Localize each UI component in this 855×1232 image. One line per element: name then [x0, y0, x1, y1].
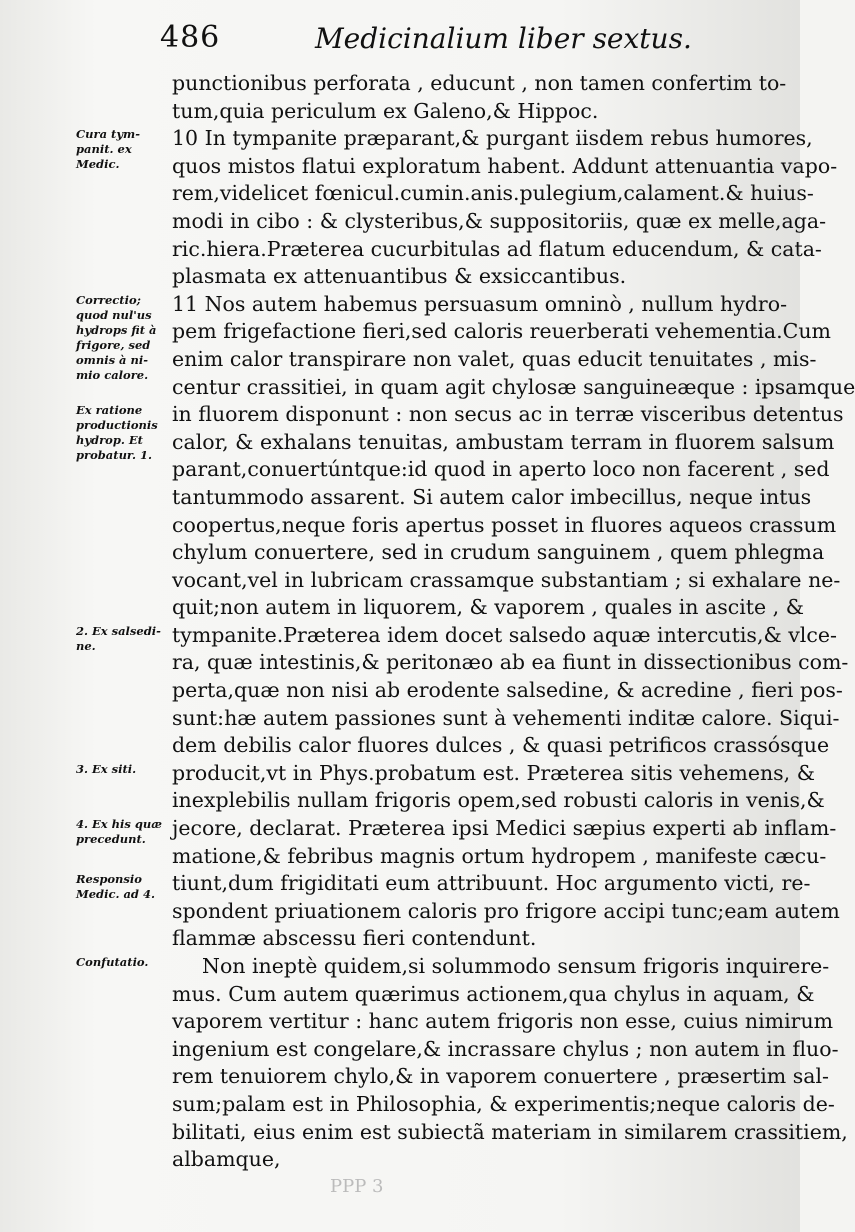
running-title: Medicinalium liber sextus.	[315, 22, 692, 55]
text-line: calor, & exhalans tenuitas, ambustam terram in fluorem salsum	[172, 429, 835, 454]
text-line: sunt:hæ autem passiones sunt à vehementi inditæ calore. Siqui-	[172, 705, 840, 730]
text-line: ingenium est congelare,& incrassare chylus ; non autem in fluo-	[172, 1036, 839, 1061]
margin-note	[76, 817, 172, 847]
text-line: modi in cibo : & clysteribus,& suppositoriis, quæ ex melle,aga-	[172, 208, 827, 233]
text-line: quit;non autem in liquorem, & vaporem , quales in ascite , &	[172, 595, 804, 620]
page-number: 486	[160, 20, 221, 55]
text-line: enim calor transpirare non valet, quas educit tenuitates , mis-	[172, 346, 817, 371]
body-text	[172, 70, 855, 1174]
margin-note-line: hydrops fit à	[76, 322, 157, 337]
margin-note-line: mio calore.	[76, 367, 149, 382]
margin-note	[76, 624, 172, 654]
text-line: vocant,vel in lubricam crassamque substantiam ; si exhalare ne-	[172, 567, 841, 592]
margin-note-line: precedunt.	[76, 832, 146, 847]
page-header	[160, 18, 760, 62]
text-line: sum;palam est in Philosophia, & experimentis;neque caloris de-	[172, 1091, 835, 1116]
margin-note-line: ne.	[76, 639, 96, 653]
margin-note-line: Confutatio.	[76, 955, 149, 970]
margin-note	[76, 955, 172, 970]
margin-note	[76, 872, 172, 902]
signature-mark: PPP 3	[330, 1176, 384, 1197]
margin-note-line: Ex ratione	[76, 403, 143, 418]
margin-note-line: 2. Ex salsedi-	[76, 624, 161, 638]
text-line: tympanite.Præterea idem docet salsedo aquæ intercutis,& vlce-	[172, 622, 837, 647]
margin-note	[76, 403, 172, 463]
margin-note-line: 4. Ex his quæ	[76, 817, 162, 832]
margin-note-line: productionis	[76, 418, 158, 433]
text-line: 11 Nos autem habemus persuasum omninò , nullum hydro-	[172, 291, 787, 316]
text-line: perta,quæ non nisi ab erodente salsedine, & acredine , fieri pos-	[172, 678, 843, 703]
margin-note-line: 3. Ex siti.	[76, 762, 137, 776]
margin-note-line: probatur. 1.	[76, 448, 152, 463]
text-line: matione,& febribus magnis ortum hydropem , manifeste cæcu-	[172, 843, 827, 868]
margin-note-line: Medic.	[76, 157, 120, 172]
text-line: tantummodo assarent. Si autem calor imbecillus, neque intus	[172, 484, 812, 509]
margin-note-line: frigore, sed	[76, 337, 151, 352]
text-line: tum,quia periculum ex Galeno,& Hippoc.	[172, 98, 599, 123]
margin-note-line: Correctio;	[76, 292, 141, 307]
text-line: centur crassitiei, in quam agit chylosæ sanguineæque : ipsamque	[172, 374, 855, 399]
margin-note-line: Cura tym-	[76, 127, 140, 142]
margin-note-line: Medic. ad 4.	[76, 887, 155, 902]
text-line: plasmata ex attenuantibus & exsiccantibus.	[172, 264, 627, 289]
margin-note-line: Responsio	[76, 872, 142, 887]
margin-note-line: omnis à ni-	[76, 352, 149, 367]
text-line: chylum conuertere, sed in crudum sanguinem , quem phlegma	[172, 540, 825, 565]
text-line: bilitati, eius enim est subiectã materiam in similarem crassitiem,	[172, 1119, 848, 1144]
text-line: coopertus,neque foris apertus posset in fluores aqueos crassum	[172, 512, 837, 537]
margin-note-line: hydrop. Et	[76, 433, 143, 448]
text-line: albamque,	[172, 1147, 281, 1172]
text-line: producit,vt in Phys.probatum est. Præterea sitis vehemens, &	[172, 760, 815, 785]
text-line: tiunt,dum frigiditati eum attribuunt. Hoc argumento victi, re-	[172, 871, 811, 896]
text-line: rem tenuiorem chylo,& in vaporem conuertere , præsertim sal-	[172, 1064, 829, 1089]
text-line: punctionibus perforata , educunt , non tamen confertim to-	[172, 71, 787, 95]
text-line: inexplebilis nullam frigoris opem,sed robusti caloris in venis,&	[172, 788, 825, 813]
text-line: ra, quæ intestinis,& peritonæo ab ea fiunt in dissectionibus com-	[172, 650, 849, 675]
margin-note	[76, 762, 172, 777]
margin-note-line: quod nul'us	[76, 307, 152, 322]
text-line: flammæ abscessu fieri contendunt.	[172, 926, 537, 951]
text-line: 10 In tympanite præparant,& purgant iisdem rebus humores,	[172, 126, 813, 151]
text-line: in fluorem disponunt : non secus ac in terræ visceribus detentus	[172, 402, 844, 427]
text-line: dem debilis calor fluores dulces , & quasi petrificos crassósque	[172, 733, 830, 758]
text-line: spondent priuationem caloris pro frigore accipi tunc;eam autem	[172, 898, 840, 923]
text-line: vaporem vertitur : hanc autem frigoris non esse, cuius nimirum	[172, 1009, 834, 1034]
text-line: jecore, declarat. Præterea ipsi Medici sæpius experti ab inflam-	[172, 816, 837, 841]
text-line: mus. Cum autem quærimus actionem,qua chylus in aquam, &	[172, 981, 815, 1006]
text-line: rem,videlicet fœnicul.cumin.anis.pulegium,calament.& huius-	[172, 181, 814, 206]
text-line: pem frigefactione fieri,sed caloris reuerberati vehementia.Cum	[172, 319, 831, 344]
text-line: quos mistos flatui exploratum habent. Addunt attenuantia vapo-	[172, 153, 838, 178]
text-line: parant,conuertúntque:id quod in aperto loco non facerent , sed	[172, 457, 830, 482]
text-line: Non ineptè quidem,si solummodo sensum frigoris inquirere-	[202, 954, 830, 978]
margin-note-line: panit. ex	[76, 142, 132, 157]
margin-note	[76, 127, 172, 172]
margin-note	[76, 293, 172, 383]
text-line: ric.hiera.Præterea cucurbitulas ad flatum educendum, & cata-	[172, 236, 822, 261]
